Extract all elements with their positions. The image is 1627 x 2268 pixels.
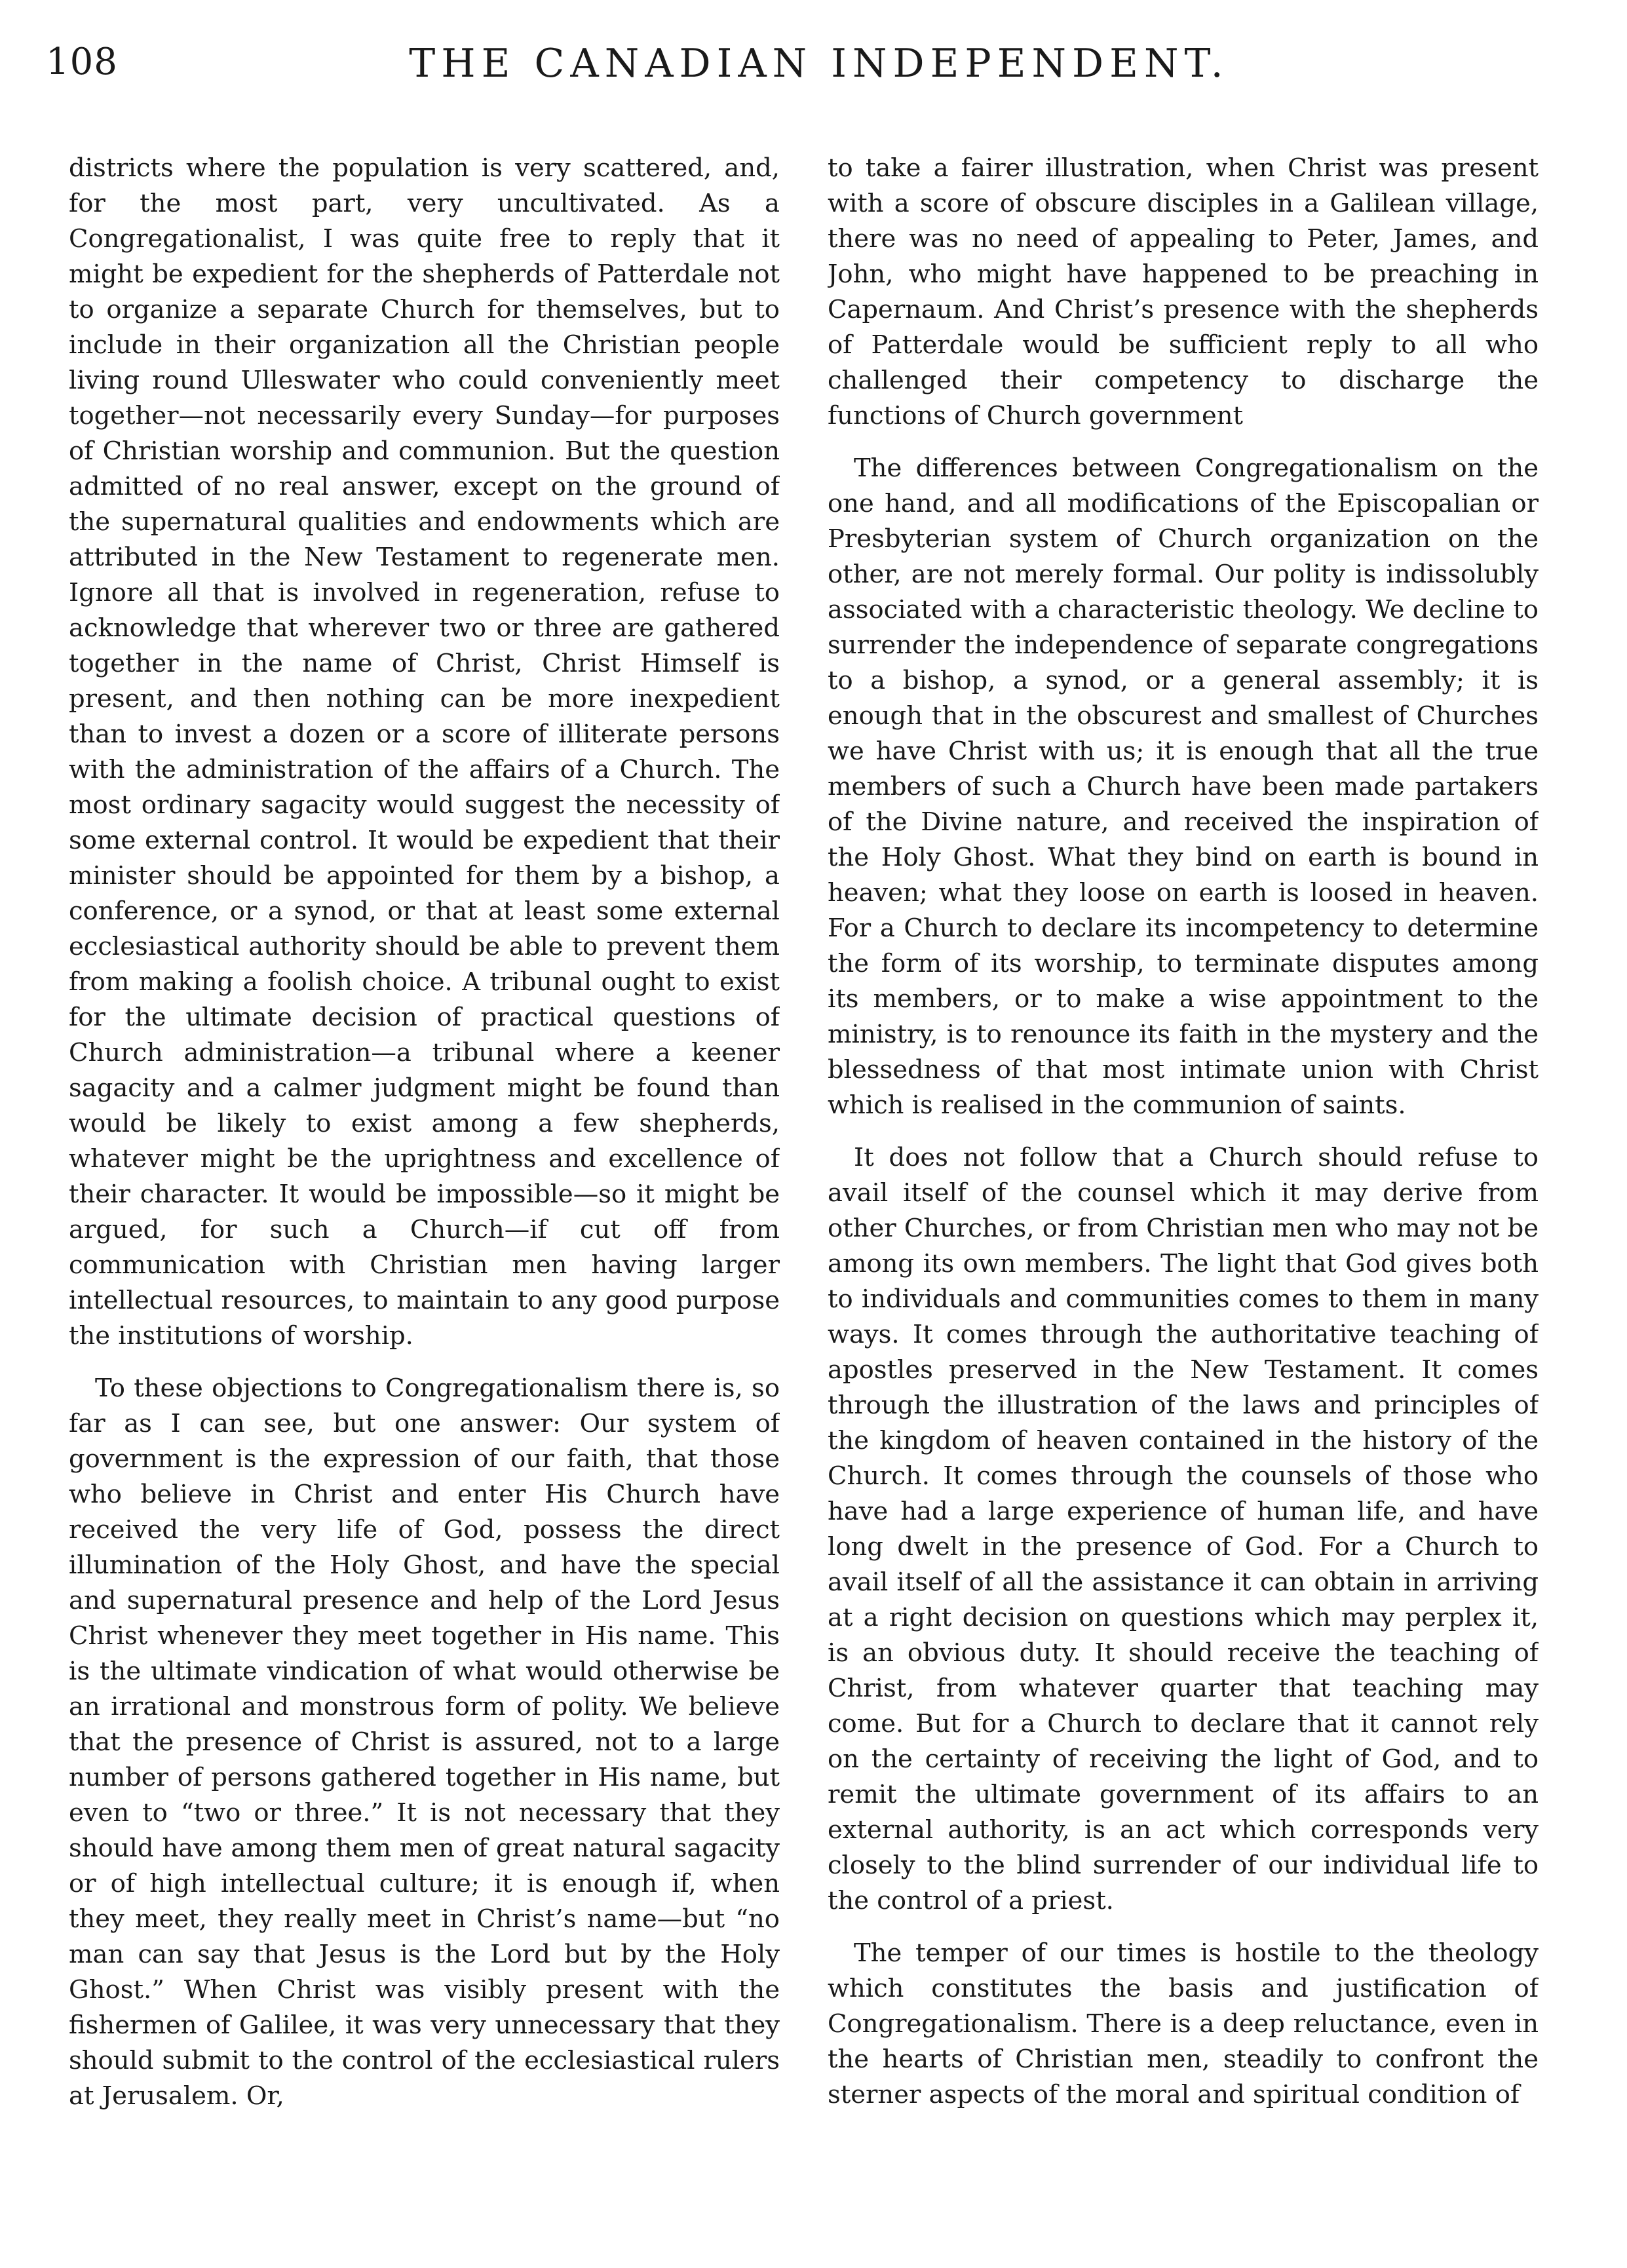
paragraph: To these objections to Congregationalism there is, so far as I can see, but one answer: Our system of government is the expression of our faith, that those who believe in Christ and enter His Church have received the very life of God, possess the direct illumination of the Holy Ghost, and have the special and supernatural presence and help of the Lord Jesus Christ whenever they meet together in His name. This is the ultimate vindication of what would otherwise be an irrational and monstrous form of polity. We believe that the presence of Christ is assured, not to a large number of persons gathered together in His name, but even to “two or three.” It is not necessary that they should have among them men of great natural sagacity or of high intellectual culture; it is enough if, when they meet, they really meet in Christ’s name—but “no man can say that Jesus is the Lord but by the Holy Ghost.” When Christ was visibly present with the fishermen of Galilee, it was very unnecessary that they should submit to the control of the ecclesiastical rulers at Jerusalem. Or, (69, 1374, 780, 2111)
paragraph: to take a fairer illustration, when Christ was present with a score of obscure disciples in a Galilean village, there was no need of appealing to Peter, James, and John, who might have happened to be preaching in Capernaum. And Christ’s presence with the shepherds of Patterdale would be sufficient reply to all who challenged their competency to discharge the functions of Church government (828, 153, 1539, 431)
left-column (69, 151, 780, 2228)
page-header (39, 26, 1599, 105)
right-column (828, 151, 1539, 2228)
page-number: 108 (46, 41, 118, 83)
journal-title: THE CANADIAN INDEPENDENT. (409, 41, 1229, 86)
paragraph: districts where the population is very scattered, and, for the most part, very uncultivated. As a Congregationalist, I was quite free to reply that it might be expedient for the shepherds of Patterdale not to organize a separate Church for themselves, but to include in their organization all the Christian people living round Ulleswater who could conveniently meet together—not necessarily every Sunday—for purposes of Christian worship and communion. But the question admitted of no real answer, except on the ground of the supernatural qualities and endowments which are attributed in the New Testament to regenerate men. Ignore all that is involved in regeneration, refuse to acknowledge that wherever two or three are gathered together in the name of Christ, Christ Himself is present, and then nothing can be more inexpedient than to invest a dozen or a score of illiterate persons with the administration of the affairs of a Church. The most ordinary sagacity would suggest the necessity of some external control. It would be expedient that their minister should be appointed for them by a bishop, a conference, or a synod, or that at least some external ecclesiastical authority should be able to prevent them from making a foolish choice. A tribunal ought to exist for the ultimate decision of practical questions of Church administration—a tribunal where a keener sagacity and a calmer judgment might be found than would be likely to exist among a few shepherds, whatever might be the uprightness and excellence of their character. It would be impossible—so it might be argued, for such a Church—if cut off from communication with Christian men having larger intellectual resources, to maintain to any good purpose the institutions of worship. (69, 153, 780, 1351)
paragraph: The differences between Congregationalism on the one hand, and all modifications of the Episcopalian or Presbyterian system of Church organization on the other, are not merely formal. Our polity is indissolubly associated with a characteristic theology. We decline to surrender the independence of separate congregations to a bishop, a synod, or a general assembly; it is enough that in the obscurest and smallest of Churches we have Christ with us; it is enough that all the true members of such a Church have been made partakers of the Divine nature, and received the inspiration of the Holy Ghost. What they bind on earth is bound in heaven; what they loose on earth is loosed in heaven. For a Church to declare its incompetency to determine the form of its worship, to terminate disputes among its members, or to make a wise appointment to the ministry, is to renounce its faith in the mystery and the blessedness of that most intimate union with Christ which is realised in the communion of saints. (828, 453, 1539, 1120)
paragraph: It does not follow that a Church should refuse to avail itself of the counsel which it may derive from other Churches, or from Christian men who may not be among its own members. The light that God gives both to individuals and communities comes to them in many ways. It comes through the authoritative teaching of apostles preserved in the New Testament. It comes through the illustration of the laws and principles of the kingdom of heaven contained in the history of the Church. It comes through the counsels of those who have had a large experience of human life, and have long dwelt in the presence of God. For a Church to avail itself of all the assistance it can obtain in arriving at a right decision on questions which may perplex it, is an obvious duty. It should receive the teaching of Christ, from whatever quarter that teaching may come. But for a Church to declare that it cannot rely on the certainty of receiving the light of God, and to remit the ultimate government of its affairs to an external authority, is an act which corresponds very closely to the blind surrender of our individual life to the control of a priest. (828, 1143, 1539, 1915)
paragraph: The temper of our times is hostile to the theology which constitutes the basis and justification of Congregationalism. There is a deep reluctance, even in the hearts of Christian men, steadily to confront the sterner aspects of the moral and spiritual condition of (828, 1938, 1539, 2109)
